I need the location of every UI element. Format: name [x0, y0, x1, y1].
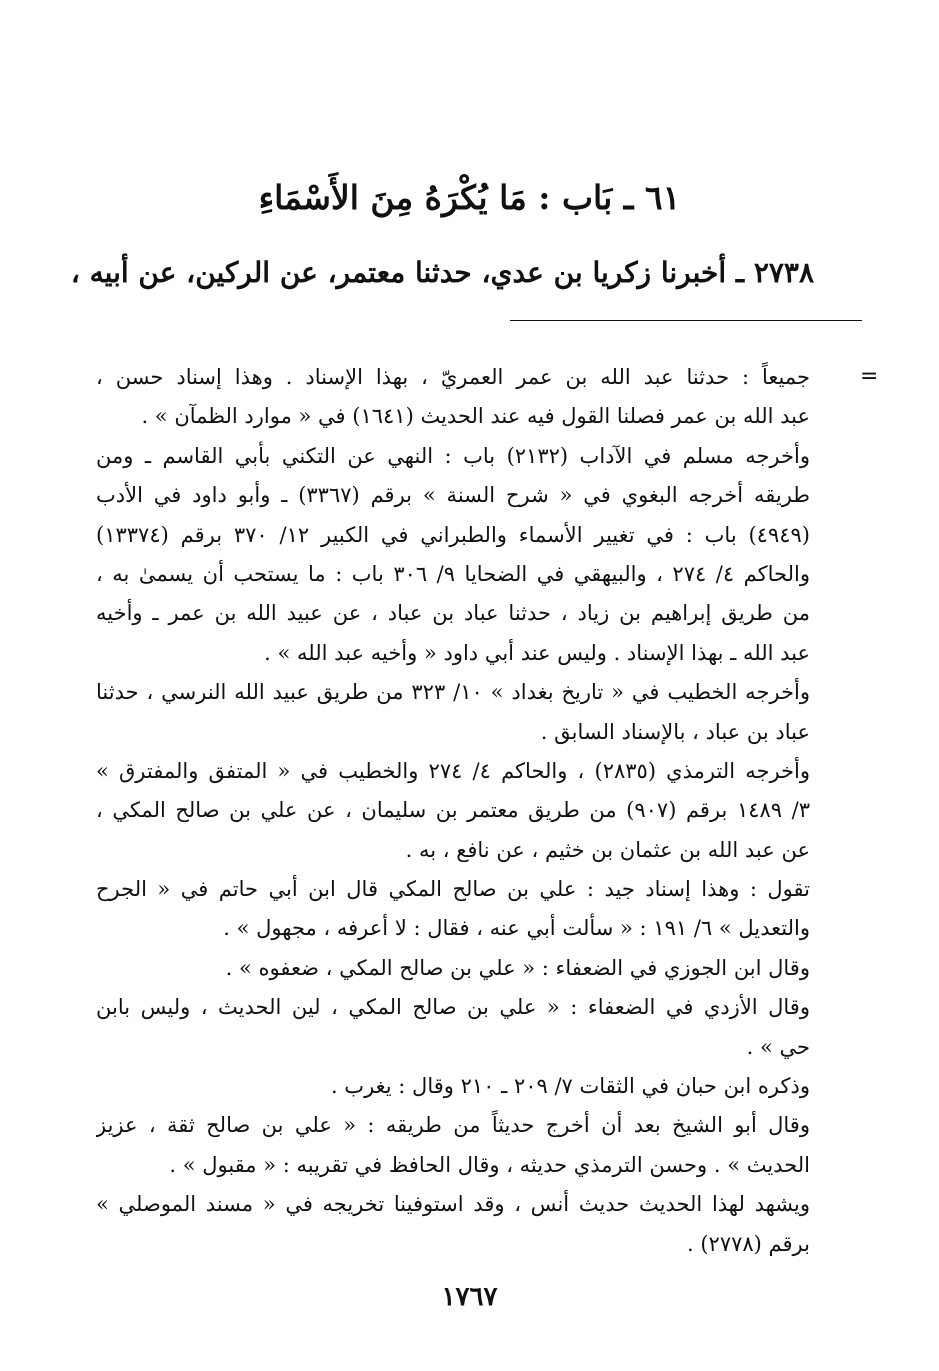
footnote-line: طريقه أخرجه البغوي في « شرح السنة » برقم (٣٣٦٧) ـ وأبو داود في الأدب — [96, 483, 810, 508]
footnote-line: الحديث » . وحسن الترمذي حديثه ، وقال الحافظ في تقريبه : « مقبول » . — [169, 1152, 810, 1177]
footnote-line: عبد الله ـ بهذا الإسناد . وليس عند أبي داود « وأخيه عبد الله » . — [264, 640, 810, 665]
footnote-line: عباد بن عباد ، بالإسناد السابق . — [540, 719, 810, 744]
footnote-line: ٣/ ١٤٨٩ برقم (٩٠٧) من طريق معتمر بن سليمان ، عن علي بن صالح المكي ، — [96, 798, 810, 823]
footnote-line: وقال أبو الشيخ بعد أن أخرج حديثاً من طريقه : « علي بن صالح ثقة ، عزيز — [96, 1113, 810, 1138]
footnote-line: جميعاً : حدثنا عبد الله بن عمر العمريّ ، بهذا الإسناد . وهذا إسناد حسن ، — [96, 365, 810, 389]
page-number: ١٧٦٧ — [441, 1282, 498, 1312]
footnote-line: والحاكم ٤/ ٢٧٤ ، والبيهقي في الضحايا ٩/ ٣٠٦ باب : ما يستحب أن يسمىٰ به ، — [96, 561, 810, 586]
footnote-line: ويشهد لهذا الحديث حديث أنس ، وقد استوفينا تخريجه في « مسند الموصلي » — [96, 1192, 810, 1217]
footnote-line: وذكره ابن حبان في الثقات ٧/ ٢٠٩ ـ ٢١٠ وقال : يغرب . — [330, 1074, 810, 1099]
footnote-line: عبد الله بن عمر فصلنا القول فيه عند الحديث (١٦٤١) في « موارد الظمآن » . — [141, 404, 810, 429]
footnote-line: وأخرجه مسلم في الآداب (٢١٣٢) باب : النهي عن التكني بأبي القاسم ـ ومن — [96, 443, 810, 468]
footnotes — [96, 358, 810, 1264]
footnote-divider — [510, 320, 862, 321]
footnote-line: وأخرجه الخطيب في « تاريخ بغداد » ١٠/ ٣٢٣ من طريق عبيد الله النرسي ، حدثنا — [96, 680, 810, 705]
footnote-line: والتعديل » ٦/ ١٩١ : « سألت أبي عنه ، فقال : لا أعرفه ، مجهول » . — [223, 916, 810, 941]
chapter-heading: ٦١ ـ بَاب : مَا يُكْرَهُ مِنَ الأَسْمَاءِ — [258, 178, 681, 217]
footnote-line: حي » . — [746, 1034, 810, 1059]
continuation-mark: = — [860, 364, 879, 389]
footnote-line: عن عبد الله بن عثمان بن خثيم ، عن نافع ، به . — [405, 837, 810, 862]
footnote-line: تقول : وهذا إسناد جيد : علي بن صالح المكي قال ابن أبي حاتم في « الجرح — [96, 877, 810, 902]
hadith-text: ٢٧٣٨ ـ أخبرنا زكريا بن عدي، حدثنا معتمر، عن الركين، عن أبيه ، — [70, 256, 814, 289]
footnote-line: وقال ابن الجوزي في الضعفاء : « علي بن صالح المكي ، ضعفوه » . — [225, 955, 810, 980]
footnote-line: من طريق إبراهيم بن زياد ، حدثنا عباد بن عباد ، عن عبيد الله بن عمر ـ وأخيه — [96, 601, 810, 626]
footnote-line: (٤٩٤٩) باب : في تغيير الأسماء والطبراني في الكبير ١٢/ ٣٧٠ برقم (١٣٣٧٤) — [96, 522, 810, 547]
footnote-line: وقال الأزدي في الضعفاء : « علي بن صالح المكي ، لين الحديث ، وليس بابن — [96, 995, 810, 1020]
footnote-line: برقم (٢٧٧٨) . — [687, 1231, 810, 1256]
footnote-line: وأخرجه الترمذي (٢٨٣٥) ، والحاكم ٤/ ٢٧٤ والخطيب في « المتفق والمفترق » — [96, 758, 810, 783]
